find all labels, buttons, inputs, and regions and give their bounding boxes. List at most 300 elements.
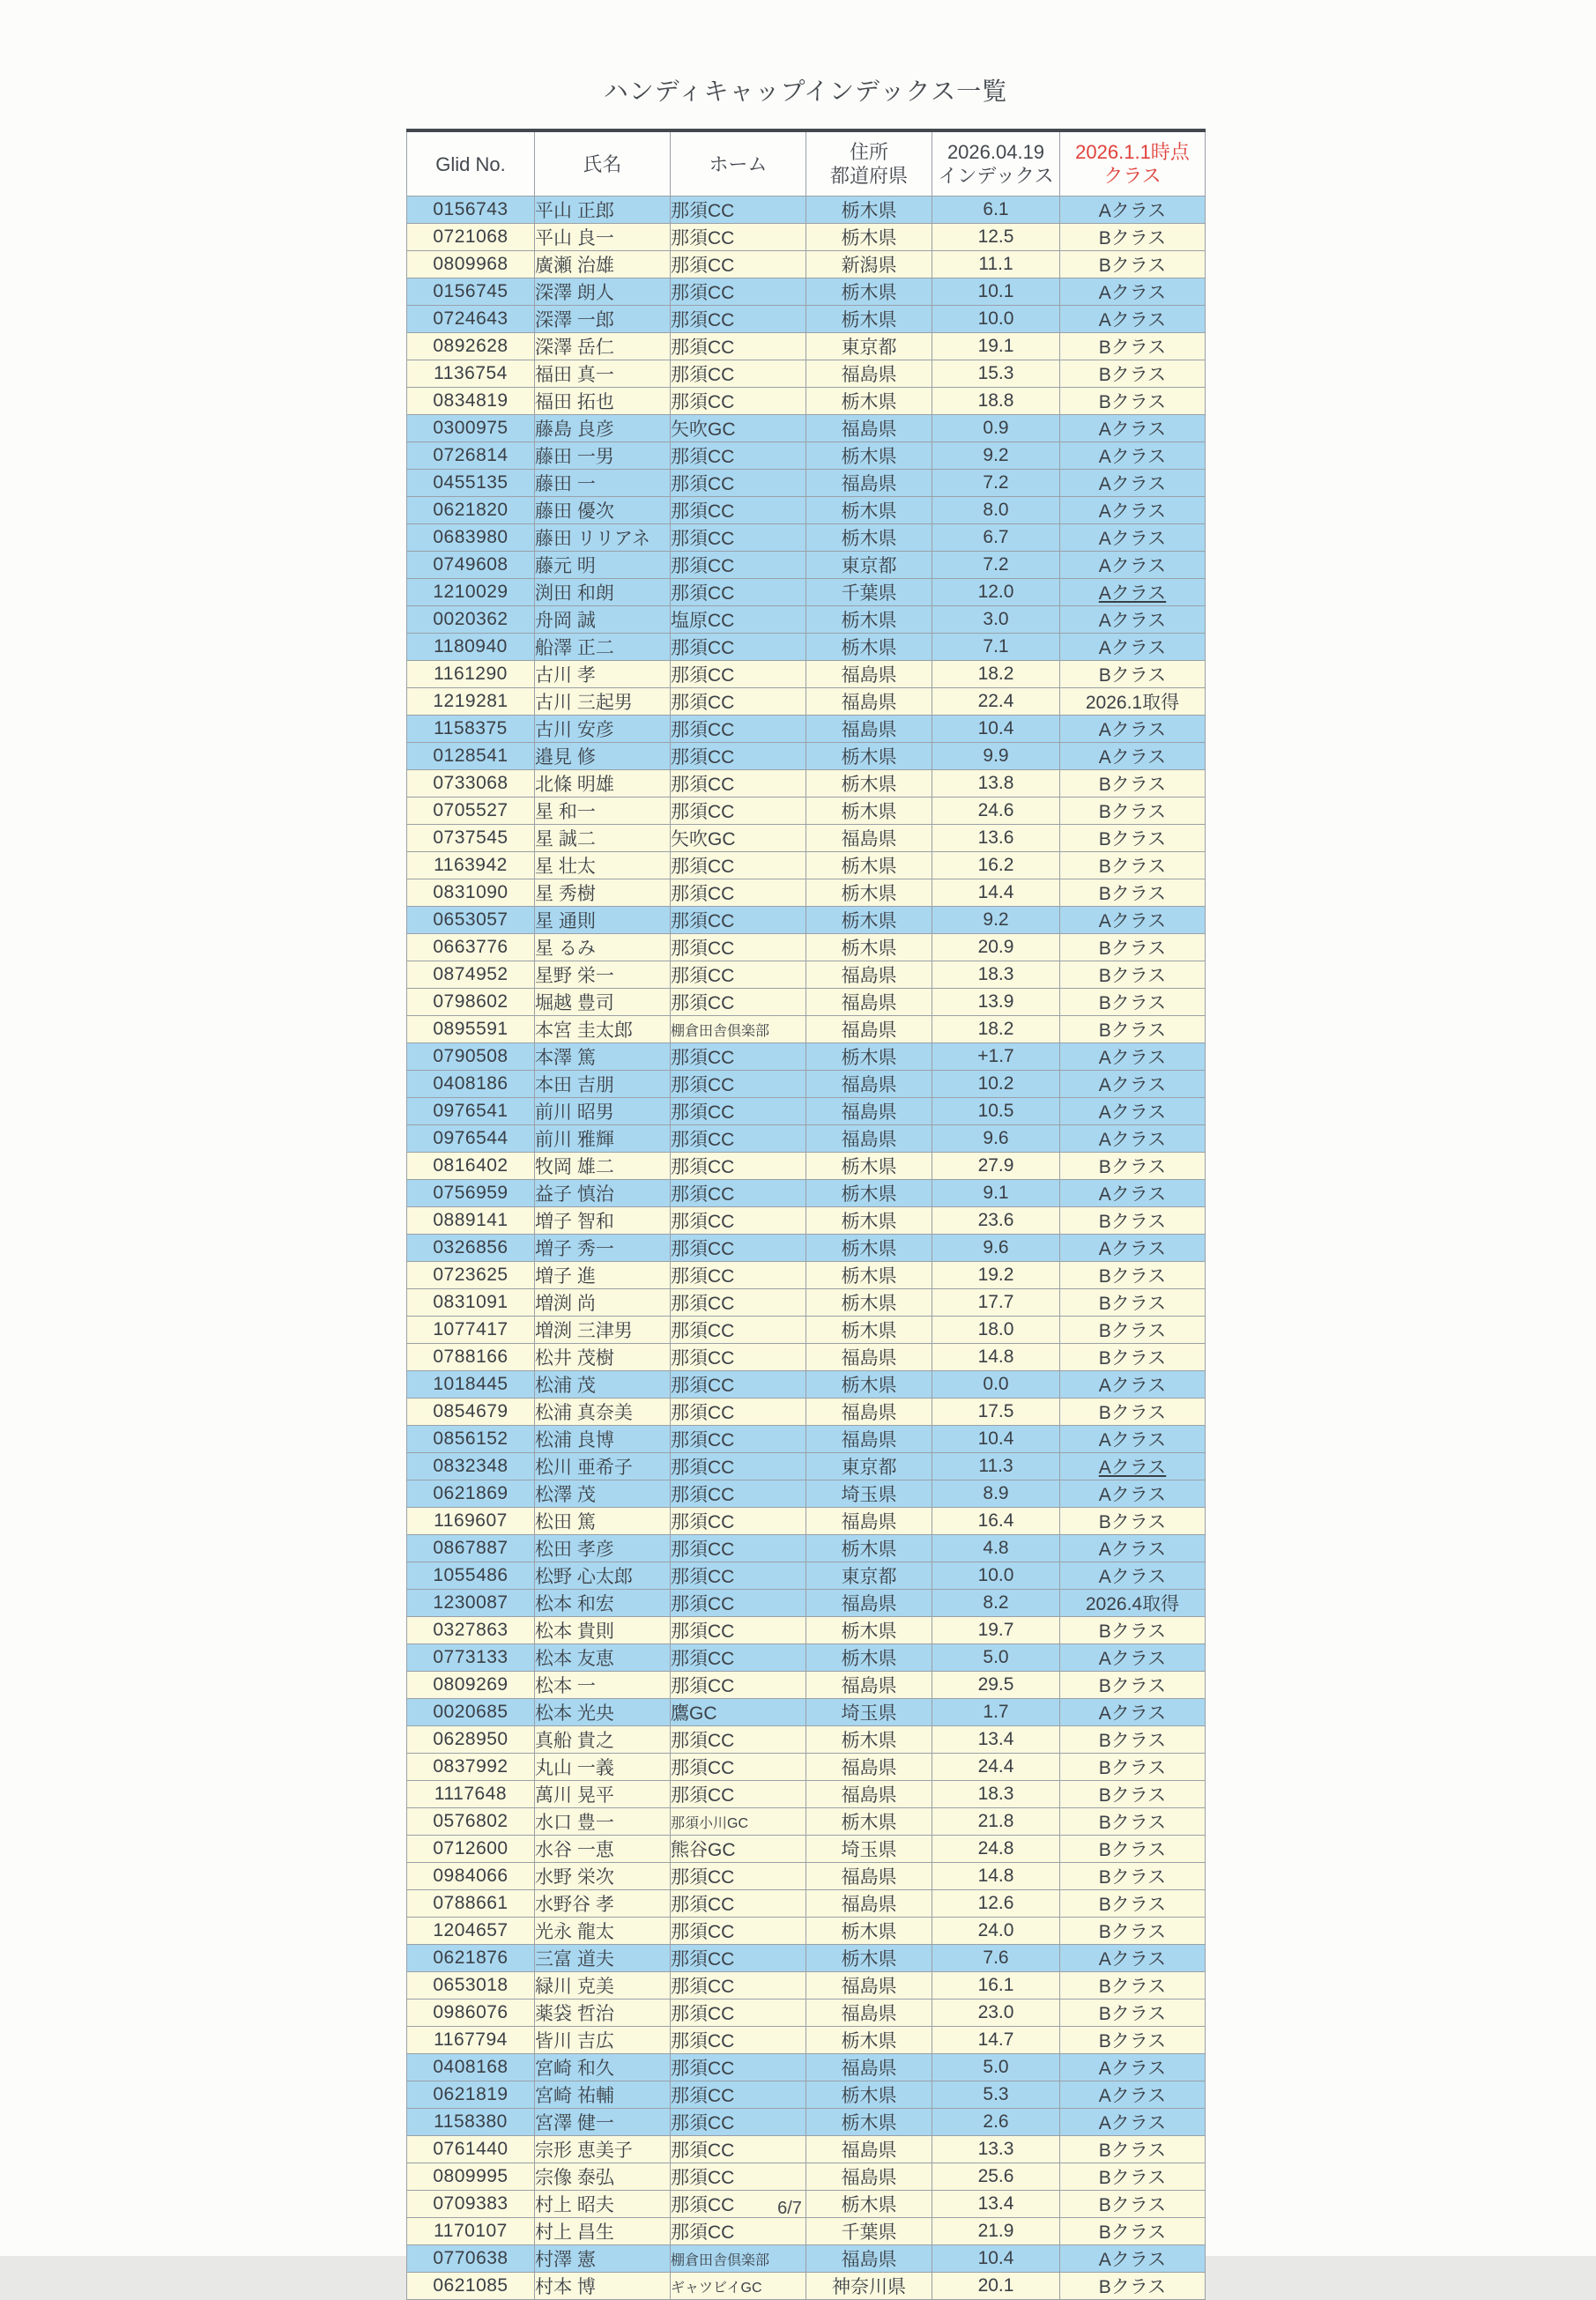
table-row <box>407 1754 1206 1781</box>
table-row <box>407 1781 1206 1808</box>
cell-class: Bクラス <box>1060 1972 1206 2000</box>
cell-glid-no: 0761440 <box>407 2136 535 2163</box>
cell-class: Aクラス <box>1060 1453 1206 1480</box>
cell-glid-no: 0788661 <box>407 1890 535 1918</box>
cell-name: 松本 一 <box>535 1672 671 1699</box>
cell-name: 村澤 憲 <box>535 2245 671 2273</box>
cell-index: 16.1 <box>932 1972 1060 2000</box>
cell-class: Aクラス <box>1060 1043 1206 1071</box>
cell-home: 那須CC <box>671 497 806 524</box>
cell-glid-no: 0621869 <box>407 1480 535 1508</box>
cell-index: 15.3 <box>932 360 1060 388</box>
cell-name: 皆川 吉広 <box>535 2027 671 2054</box>
cell-name: 増渕 尚 <box>535 1289 671 1317</box>
cell-index: 10.4 <box>932 2245 1060 2273</box>
cell-prefecture: 福島県 <box>806 1890 932 1918</box>
cell-class: Aクラス <box>1060 197 1206 224</box>
cell-prefecture: 栃木県 <box>806 1644 932 1672</box>
cell-index: 5.0 <box>932 2054 1060 2081</box>
cell-home: 棚倉田舎倶楽部 <box>671 2245 806 2273</box>
cell-prefecture: 栃木県 <box>806 1726 932 1754</box>
cell-class: Bクラス <box>1060 1016 1206 1043</box>
cell-prefecture: 福島県 <box>806 2054 932 2081</box>
cell-index: 1.7 <box>932 1699 1060 1726</box>
cell-class: Bクラス <box>1060 798 1206 825</box>
cell-prefecture: 栃木県 <box>806 442 932 470</box>
cell-name: 村上 昌生 <box>535 2218 671 2245</box>
cell-name: 増渕 三津男 <box>535 1317 671 1344</box>
table-row <box>407 852 1206 879</box>
cell-glid-no: 0020685 <box>407 1699 535 1726</box>
table-row <box>407 2245 1206 2273</box>
table-row <box>407 2163 1206 2191</box>
cell-home: 那須CC <box>671 1399 806 1426</box>
cell-home: 棚倉田舎倶楽部 <box>671 1016 806 1043</box>
cell-prefecture: 栃木県 <box>806 306 932 333</box>
cell-home: 那須CC <box>671 1918 806 1945</box>
col-header-glid-no <box>407 130 535 197</box>
cell-glid-no: 0837992 <box>407 1754 535 1781</box>
cell-home: 那須CC <box>671 1754 806 1781</box>
cell-glid-no: 0621820 <box>407 497 535 524</box>
cell-home: 那須CC <box>671 2054 806 2081</box>
cell-home: 那須CC <box>671 2081 806 2109</box>
cell-home: 那須CC <box>671 1672 806 1699</box>
cell-class: Bクラス <box>1060 1399 1206 1426</box>
cell-index: 9.6 <box>932 1125 1060 1153</box>
table-row <box>407 743 1206 770</box>
cell-glid-no: 0984066 <box>407 1863 535 1890</box>
cell-glid-no: 1161290 <box>407 661 535 688</box>
cell-class: Aクラス <box>1060 470 1206 497</box>
table-row <box>407 1918 1206 1945</box>
cell-name: 平山 良一 <box>535 224 671 251</box>
table-row <box>407 2027 1206 2054</box>
cell-name: 水野 栄次 <box>535 1863 671 1890</box>
cell-class: Bクラス <box>1060 1836 1206 1863</box>
cell-prefecture: 栃木県 <box>806 1317 932 1344</box>
table-row <box>407 1480 1206 1508</box>
cell-home: 那須CC <box>671 360 806 388</box>
table-row <box>407 2218 1206 2245</box>
cell-name: 北條 明雄 <box>535 770 671 798</box>
cell-name: 松浦 良博 <box>535 1426 671 1453</box>
cell-prefecture: 福島県 <box>806 1071 932 1098</box>
cell-index: 25.6 <box>932 2163 1060 2191</box>
cell-name: 前川 雅輝 <box>535 1125 671 1153</box>
cell-home: 那須CC <box>671 1344 806 1371</box>
cell-home: 那須CC <box>671 1371 806 1399</box>
cell-index: 21.8 <box>932 1808 1060 1836</box>
cell-home: 那須CC <box>671 1098 806 1125</box>
cell-class: Bクラス <box>1060 879 1206 907</box>
cell-home: 那須CC <box>671 1480 806 1508</box>
table-row <box>407 879 1206 907</box>
cell-glid-no: 0867887 <box>407 1535 535 1562</box>
col-header-class <box>1060 130 1206 197</box>
cell-glid-no: 0976541 <box>407 1098 535 1125</box>
cell-prefecture: 栃木県 <box>806 2027 932 2054</box>
cell-prefecture: 福島県 <box>806 688 932 716</box>
cell-prefecture: 栃木県 <box>806 2109 932 2136</box>
cell-index: 0.0 <box>932 1371 1060 1399</box>
cell-class: Aクラス <box>1060 2054 1206 2081</box>
cell-prefecture: 栃木県 <box>806 879 932 907</box>
cell-index: 8.0 <box>932 497 1060 524</box>
cell-index: 19.1 <box>932 333 1060 360</box>
cell-glid-no: 0653018 <box>407 1972 535 2000</box>
cell-index: 8.9 <box>932 1480 1060 1508</box>
cell-name: 丸山 一義 <box>535 1754 671 1781</box>
cell-class: Bクラス <box>1060 1289 1206 1317</box>
cell-prefecture: 栃木県 <box>806 770 932 798</box>
cell-home: 那須CC <box>671 1508 806 1535</box>
cell-name: 宮澤 健一 <box>535 2109 671 2136</box>
cell-name: 松本 和宏 <box>535 1590 671 1617</box>
cell-prefecture: 福島県 <box>806 825 932 852</box>
cell-index: 20.9 <box>932 934 1060 961</box>
cell-glid-no: 0809968 <box>407 251 535 278</box>
cell-index: 6.7 <box>932 524 1060 552</box>
cell-prefecture: 新潟県 <box>806 251 932 278</box>
cell-home: 那須CC <box>671 1207 806 1235</box>
cell-glid-no: 1158380 <box>407 2109 535 2136</box>
cell-class: Bクラス <box>1060 1781 1206 1808</box>
cell-home: 那須CC <box>671 1426 806 1453</box>
cell-home: 那須CC <box>671 1726 806 1754</box>
cell-index: 7.2 <box>932 552 1060 579</box>
cell-index: 24.0 <box>932 1918 1060 1945</box>
cell-class: Bクラス <box>1060 2191 1206 2218</box>
cell-glid-no: 0834819 <box>407 388 535 415</box>
cell-home: 那須CC <box>671 1262 806 1289</box>
cell-prefecture: 東京都 <box>806 1453 932 1480</box>
cell-prefecture: 福島県 <box>806 1754 932 1781</box>
cell-home: 熊谷GC <box>671 1836 806 1863</box>
cell-home: 那須CC <box>671 1972 806 2000</box>
cell-index: 18.2 <box>932 661 1060 688</box>
cell-name: 廣瀬 治雄 <box>535 251 671 278</box>
table-row <box>407 606 1206 634</box>
table-row <box>407 1399 1206 1426</box>
table-row <box>407 1207 1206 1235</box>
cell-name: 渕田 和朗 <box>535 579 671 606</box>
cell-home: 那須CC <box>671 2218 806 2245</box>
cell-prefecture: 福島県 <box>806 1399 932 1426</box>
cell-home: 那須CC <box>671 1945 806 1972</box>
table-row <box>407 907 1206 934</box>
cell-name: 舟岡 誠 <box>535 606 671 634</box>
table-row <box>407 1289 1206 1317</box>
cell-prefecture: 埼玉県 <box>806 1699 932 1726</box>
cell-name: 藤田 リリアネ <box>535 524 671 552</box>
table-row <box>407 1590 1206 1617</box>
cell-class: Aクラス <box>1060 306 1206 333</box>
cell-class: Bクラス <box>1060 961 1206 989</box>
cell-index: 11.3 <box>932 1453 1060 1480</box>
cell-class: 2026.1取得 <box>1060 688 1206 716</box>
cell-home: 那須CC <box>671 197 806 224</box>
cell-name: 三富 道夫 <box>535 1945 671 1972</box>
table-row <box>407 961 1206 989</box>
header-line: 住所 <box>849 141 888 163</box>
cell-name: 宮崎 和久 <box>535 2054 671 2081</box>
cell-glid-no: 0895591 <box>407 1016 535 1043</box>
cell-index: 10.0 <box>932 306 1060 333</box>
table-row <box>407 1863 1206 1890</box>
cell-index: 18.2 <box>932 1016 1060 1043</box>
cell-glid-no: 0773133 <box>407 1644 535 1672</box>
cell-name: 松浦 真奈美 <box>535 1399 671 1426</box>
cell-prefecture: 福島県 <box>806 1125 932 1153</box>
table-row <box>407 579 1206 606</box>
cell-home: 矢吹GC <box>671 825 806 852</box>
cell-class: Aクラス <box>1060 716 1206 743</box>
cell-home: 那須CC <box>671 852 806 879</box>
cell-glid-no: 0816402 <box>407 1153 535 1180</box>
cell-glid-no: 0737545 <box>407 825 535 852</box>
cell-prefecture: 福島県 <box>806 1426 932 1453</box>
cell-class: Aクラス <box>1060 1180 1206 1207</box>
cell-name: 本澤 篤 <box>535 1043 671 1071</box>
cell-glid-no: 1210029 <box>407 579 535 606</box>
cell-prefecture: 福島県 <box>806 1672 932 1699</box>
cell-class: Bクラス <box>1060 388 1206 415</box>
cell-prefecture: 福島県 <box>806 470 932 497</box>
cell-class: 2026.4取得 <box>1060 1590 1206 1617</box>
cell-class: Aクラス <box>1060 1426 1206 1453</box>
cell-glid-no: 0856152 <box>407 1426 535 1453</box>
cell-index: 4.8 <box>932 1535 1060 1562</box>
cell-index: 11.1 <box>932 251 1060 278</box>
cell-glid-no: 0809995 <box>407 2163 535 2191</box>
table-row <box>407 1726 1206 1754</box>
cell-class: Aクラス <box>1060 1235 1206 1262</box>
table-row <box>407 989 1206 1016</box>
cell-index: 21.9 <box>932 2218 1060 2245</box>
cell-name: 宮崎 祐輔 <box>535 2081 671 2109</box>
cell-prefecture: 栃木県 <box>806 197 932 224</box>
cell-index: 9.1 <box>932 1180 1060 1207</box>
cell-prefecture: 栃木県 <box>806 2081 932 2109</box>
cell-prefecture: 福島県 <box>806 1016 932 1043</box>
cell-glid-no: 0976544 <box>407 1125 535 1153</box>
cell-glid-no: 1169607 <box>407 1508 535 1535</box>
cell-home: 那須CC <box>671 1644 806 1672</box>
cell-glid-no: 1018445 <box>407 1371 535 1399</box>
cell-index: 13.9 <box>932 989 1060 1016</box>
cell-glid-no: 0408186 <box>407 1071 535 1098</box>
cell-name: 真船 貴之 <box>535 1726 671 1754</box>
cell-index: 10.5 <box>932 1098 1060 1125</box>
cell-index: 13.3 <box>932 2136 1060 2163</box>
table-row <box>407 1890 1206 1918</box>
table-row <box>407 825 1206 852</box>
cell-class: Bクラス <box>1060 1863 1206 1890</box>
cell-class: Bクラス <box>1060 661 1206 688</box>
cell-class: Bクラス <box>1060 852 1206 879</box>
cell-prefecture: 栃木県 <box>806 2191 932 2218</box>
cell-name: 松井 茂樹 <box>535 1344 671 1371</box>
cell-index: 16.4 <box>932 1508 1060 1535</box>
cell-home: 那須CC <box>671 388 806 415</box>
cell-name: 村本 博 <box>535 2273 671 2300</box>
cell-prefecture: 栃木県 <box>806 1945 932 1972</box>
table-row <box>407 1836 1206 1863</box>
col-header-prefecture <box>806 130 932 197</box>
table-row <box>407 1453 1206 1480</box>
cell-name: 宗形 恵美子 <box>535 2136 671 2163</box>
cell-prefecture: 千葉県 <box>806 2218 932 2245</box>
cell-index: 17.7 <box>932 1289 1060 1317</box>
cell-home: 那須CC <box>671 1289 806 1317</box>
cell-index: 18.3 <box>932 1781 1060 1808</box>
cell-glid-no: 0798602 <box>407 989 535 1016</box>
cell-prefecture: 福島県 <box>806 961 932 989</box>
cell-name: 藤島 良彦 <box>535 415 671 442</box>
table-row <box>407 1972 1206 2000</box>
cell-home: 那須CC <box>671 1890 806 1918</box>
cell-class: Bクラス <box>1060 2218 1206 2245</box>
cell-name: 藤元 明 <box>535 552 671 579</box>
cell-glid-no: 1170107 <box>407 2218 535 2245</box>
cell-home: 那須CC <box>671 770 806 798</box>
cell-name: 増子 秀一 <box>535 1235 671 1262</box>
cell-class: Aクラス <box>1060 1071 1206 1098</box>
cell-class: Bクラス <box>1060 1808 1206 1836</box>
cell-name: 前川 昭男 <box>535 1098 671 1125</box>
table-row <box>407 524 1206 552</box>
cell-index: 24.8 <box>932 1836 1060 1863</box>
cell-class: Bクラス <box>1060 1344 1206 1371</box>
cell-index: 8.2 <box>932 1590 1060 1617</box>
cell-prefecture: 栃木県 <box>806 224 932 251</box>
col-header-home <box>671 130 806 197</box>
cell-name: 藤田 一 <box>535 470 671 497</box>
cell-name: 藤田 一男 <box>535 442 671 470</box>
cell-glid-no: 0628950 <box>407 1726 535 1754</box>
table-row <box>407 1235 1206 1262</box>
cell-class: Aクラス <box>1060 1699 1206 1726</box>
table-row <box>407 306 1206 333</box>
cell-index: 12.0 <box>932 579 1060 606</box>
table-row <box>407 360 1206 388</box>
table-row <box>407 1262 1206 1289</box>
cell-prefecture: 福島県 <box>806 1344 932 1371</box>
cell-home: 那須CC <box>671 224 806 251</box>
cell-home: 那須CC <box>671 2136 806 2163</box>
table-row <box>407 1344 1206 1371</box>
cell-class: Bクラス <box>1060 825 1206 852</box>
cell-name: 深澤 岳仁 <box>535 333 671 360</box>
cell-index: 27.9 <box>932 1153 1060 1180</box>
cell-home: 那須CC <box>671 2109 806 2136</box>
cell-glid-no: 1230087 <box>407 1590 535 1617</box>
header-line: 氏名 <box>583 152 622 175</box>
table-row <box>407 1180 1206 1207</box>
cell-glid-no: 0889141 <box>407 1207 535 1235</box>
cell-prefecture: 栃木県 <box>806 1207 932 1235</box>
cell-glid-no: 0831091 <box>407 1289 535 1317</box>
cell-glid-no: 0770638 <box>407 2245 535 2273</box>
cell-name: 萬川 晃平 <box>535 1781 671 1808</box>
table-row <box>407 1043 1206 1071</box>
cell-home: 那須CC <box>671 552 806 579</box>
table-row <box>407 388 1206 415</box>
cell-prefecture: 栃木県 <box>806 1808 932 1836</box>
cell-class: Aクラス <box>1060 2109 1206 2136</box>
cell-home: 那須CC <box>671 1125 806 1153</box>
cell-glid-no: 0986076 <box>407 2000 535 2027</box>
cell-prefecture: 福島県 <box>806 2163 932 2191</box>
cell-name: 星 秀樹 <box>535 879 671 907</box>
cell-prefecture: 栃木県 <box>806 1043 932 1071</box>
cell-glid-no: 0455135 <box>407 470 535 497</box>
header-line: ホーム <box>709 152 768 175</box>
cell-class: Aクラス <box>1060 1945 1206 1972</box>
cell-index: 20.1 <box>932 2273 1060 2300</box>
cell-name: 本宮 圭太郎 <box>535 1016 671 1043</box>
cell-prefecture: 栃木県 <box>806 634 932 661</box>
cell-index: 7.1 <box>932 634 1060 661</box>
cell-index: 12.5 <box>932 224 1060 251</box>
cell-name: 松浦 茂 <box>535 1371 671 1399</box>
cell-class: Aクラス <box>1060 497 1206 524</box>
table-row <box>407 197 1206 224</box>
cell-home: 那須CC <box>671 442 806 470</box>
table-row <box>407 1617 1206 1644</box>
cell-prefecture: 福島県 <box>806 1098 932 1125</box>
cell-glid-no: 1055486 <box>407 1562 535 1590</box>
table-row <box>407 552 1206 579</box>
cell-class: Bクラス <box>1060 2273 1206 2300</box>
cell-glid-no: 0156745 <box>407 278 535 306</box>
cell-index: 10.0 <box>932 1562 1060 1590</box>
cell-class: Aクラス <box>1060 1371 1206 1399</box>
cell-glid-no: 0721068 <box>407 224 535 251</box>
header-line: 2026.04.19 <box>946 141 1045 163</box>
cell-home: 那須CC <box>671 716 806 743</box>
cell-name: 松本 光央 <box>535 1699 671 1726</box>
cell-class: Aクラス <box>1060 278 1206 306</box>
cell-prefecture: 福島県 <box>806 1781 932 1808</box>
cell-prefecture: 栃木県 <box>806 278 932 306</box>
cell-glid-no: 1167794 <box>407 2027 535 2054</box>
cell-glid-no: 1158375 <box>407 716 535 743</box>
cell-glid-no: 0756959 <box>407 1180 535 1207</box>
cell-name: 松澤 茂 <box>535 1480 671 1508</box>
cell-home: 那須CC <box>671 1317 806 1344</box>
cell-class: Bクラス <box>1060 251 1206 278</box>
cell-glid-no: 0809269 <box>407 1672 535 1699</box>
cell-index: 19.2 <box>932 1262 1060 1289</box>
cell-index: 18.8 <box>932 388 1060 415</box>
cell-home: 那須CC <box>671 1863 806 1890</box>
cell-class: Bクラス <box>1060 2000 1206 2027</box>
cell-index: 24.6 <box>932 798 1060 825</box>
cell-prefecture: 栃木県 <box>806 852 932 879</box>
cell-name: 松田 篤 <box>535 1508 671 1535</box>
table-row <box>407 1535 1206 1562</box>
cell-home: 那須CC <box>671 2191 806 2218</box>
table-row <box>407 1426 1206 1453</box>
table-row <box>407 224 1206 251</box>
cell-name: 福田 拓也 <box>535 388 671 415</box>
cell-class: Bクラス <box>1060 1918 1206 1945</box>
cell-home: 那須CC <box>671 1153 806 1180</box>
cell-glid-no: 0712600 <box>407 1836 535 1863</box>
cell-index: 12.6 <box>932 1890 1060 1918</box>
